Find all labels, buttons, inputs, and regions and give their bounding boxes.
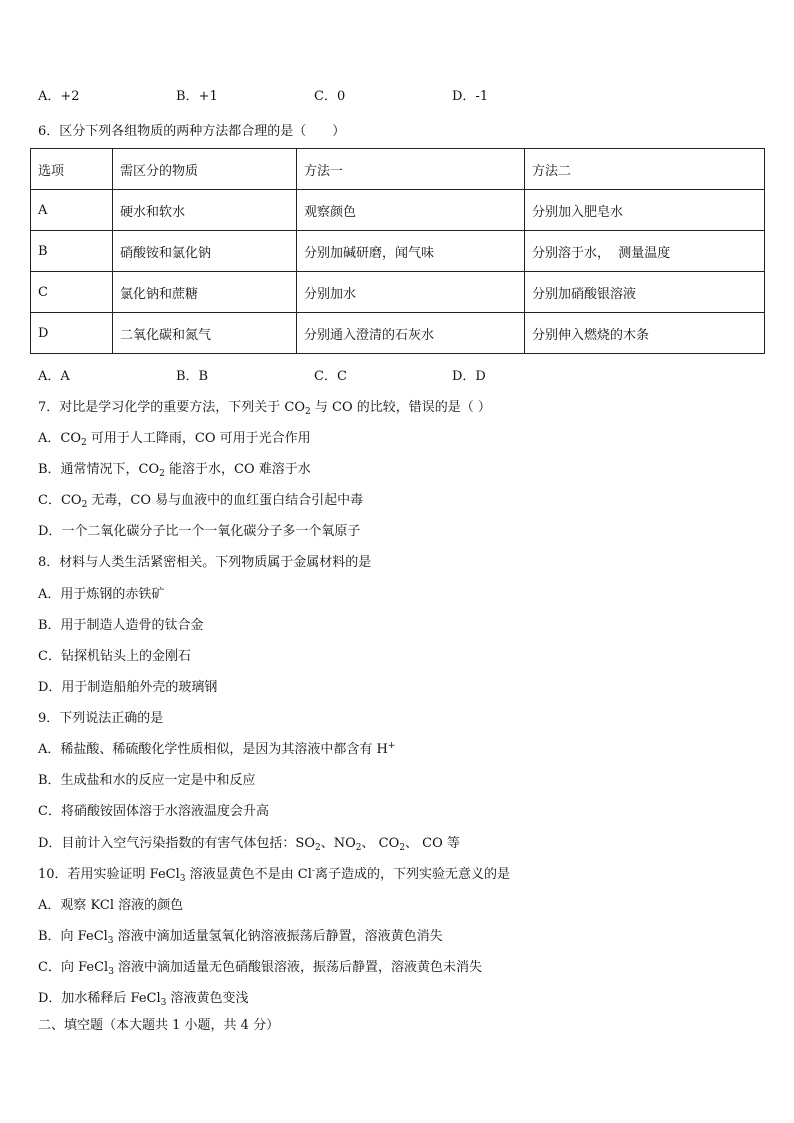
option-text: A．稀盐酸、稀硫酸化学性质相似，是因为其溶液中都含有 H xyxy=(38,742,388,757)
q7-option-c xyxy=(38,493,363,509)
q7-stem-text: 与 CO 的比较，错误的是（ ） xyxy=(310,400,491,415)
q7-stem-text: 7．对比是学习化学的重要方法，下列关于 CO xyxy=(38,400,306,415)
table-cell: 分别溶于水， 测量温度 xyxy=(525,231,765,272)
table-cell: 分别伸入燃烧的木条 xyxy=(525,313,765,354)
option-text: 溶液中滴加适量氢氧化钠溶液振荡后静置，溶液黄色消失 xyxy=(113,929,443,944)
subscript: 2 xyxy=(81,438,87,448)
header-cell: 选项 xyxy=(31,149,113,190)
table-cell: 分别加水 xyxy=(297,272,525,313)
table-cell: 分别通入澄清的石灰水 xyxy=(297,313,525,354)
subscript: 3 xyxy=(160,998,167,1008)
q10-option-d xyxy=(38,991,249,1007)
superscript: - xyxy=(311,866,315,876)
option-text: C．向 FeCl xyxy=(38,960,109,975)
q5-option-b: B．+1 xyxy=(176,89,218,104)
subscript: 2 xyxy=(305,407,311,417)
q10-stem-text: 溶液显黄色不是由 Cl xyxy=(185,867,312,882)
table-cell: 二氧化碳和氮气 xyxy=(113,313,297,354)
q7-stem xyxy=(38,400,491,416)
q10-option-a: A．观察 KCl 溶液的颜色 xyxy=(38,898,184,913)
q5-option-a: A．+2 xyxy=(38,89,80,104)
q8-stem: 8．材料与人类生活紧密相关。下列物质属于金属材料的是 xyxy=(38,555,372,570)
option-text: A．CO xyxy=(38,431,81,446)
q6-option-d: D．D xyxy=(452,369,486,384)
option-text: B．向 FeCl xyxy=(38,929,108,944)
q8-option-b: B．用于制造人造骨的钛合金 xyxy=(38,618,204,633)
subscript: 2 xyxy=(399,843,405,853)
table-row xyxy=(31,190,765,231)
option-text: 无毒，CO 易与血液中的血红蛋白结合引起中毒 xyxy=(87,493,364,508)
q8-option-a: A．用于炼钢的赤铁矿 xyxy=(38,587,165,602)
table-cell: 观察颜色 xyxy=(297,190,525,231)
q8-option-d: D．用于制造船舶外壳的玻璃钢 xyxy=(38,680,218,695)
q10-stem xyxy=(38,867,510,883)
q9-stem: 9．下列说法正确的是 xyxy=(38,711,164,726)
section-heading: 二、填空题（本大题共 1 小题，共 4 分） xyxy=(38,1018,280,1033)
q10-option-b xyxy=(38,929,443,945)
subscript: 3 xyxy=(108,967,114,977)
table-row xyxy=(31,231,765,272)
subscript: 2 xyxy=(81,500,88,510)
q8-option-c: C．钻探机钻头上的金刚石 xyxy=(38,649,191,664)
option-text: D．目前计入空气污染指数的有害气体包括：SO xyxy=(38,836,315,851)
q9-option-b: B．生成盐和水的反应一定是中和反应 xyxy=(38,773,256,788)
q10-stem-text: 离子造成的，下列实验无意义的是 xyxy=(314,867,510,882)
table-cell: A xyxy=(31,190,113,231)
q6-option-b: B．B xyxy=(176,369,209,384)
q10-option-c xyxy=(38,960,482,976)
q7-option-a xyxy=(38,431,311,447)
subscript: 3 xyxy=(107,936,114,946)
option-text: 溶液中滴加适量无色硝酸银溶液，振荡后静置，溶液黄色未消失 xyxy=(113,960,483,975)
table-cell: 氯化钠和蔗糖 xyxy=(113,272,297,313)
option-text: 能溶于水，CO 难溶于水 xyxy=(164,462,311,477)
q6-option-a: A．A xyxy=(38,369,70,384)
table-cell: 硬水和软水 xyxy=(113,190,297,231)
q9-option-c: C．将硝酸铵固体溶于水溶液温度会升高 xyxy=(38,804,269,819)
q6-option-c: C．C xyxy=(314,369,347,384)
table-cell: 分别加入肥皂水 xyxy=(525,190,765,231)
q6-stem: 6．区分下列各组物质的两种方法都合理的是（ ） xyxy=(38,124,346,139)
header-cell: 方法一 xyxy=(297,149,525,190)
q7-option-b xyxy=(38,462,311,478)
table-cell: B xyxy=(31,231,113,272)
table-cell: D xyxy=(31,313,113,354)
option-text: 、 CO xyxy=(361,836,400,851)
subscript: 3 xyxy=(179,874,186,884)
q7-option-d: D．一个二氧化碳分子比一个一氧化碳分子多一个氧原子 xyxy=(38,524,361,539)
option-text: B．通常情况下，CO xyxy=(38,462,160,477)
option-text: C．CO xyxy=(38,493,82,508)
superscript: + xyxy=(387,741,396,751)
q6-table xyxy=(30,148,765,354)
q10-stem-text: 10．若用实验证明 FeCl xyxy=(38,867,180,882)
q5-option-d: D．-1 xyxy=(452,89,489,104)
header-cell: 需区分的物质 xyxy=(113,149,297,190)
table-header-row xyxy=(31,149,765,190)
table-row xyxy=(31,272,765,313)
q9-option-d xyxy=(38,836,460,852)
subscript: 2 xyxy=(355,843,362,853)
q5-option-c: C．0 xyxy=(314,89,346,104)
subscript: 2 xyxy=(159,469,165,479)
table-row xyxy=(31,313,765,354)
subscript: 2 xyxy=(315,843,321,853)
header-cell: 方法二 xyxy=(525,149,765,190)
option-text: 溶液黄色变浅 xyxy=(166,991,249,1006)
q9-option-a xyxy=(38,742,395,758)
table-cell: 硝酸铵和氯化钠 xyxy=(113,231,297,272)
table-cell: C xyxy=(31,272,113,313)
option-text: 、NO xyxy=(320,836,356,851)
option-text: 、 CO 等 xyxy=(405,836,460,851)
q6-options xyxy=(38,369,590,385)
table-cell: 分别加碱研磨，闻气味 xyxy=(297,231,525,272)
option-text: 可用于人工降雨，CO 可用于光合作用 xyxy=(86,431,311,446)
option-text: D．加水稀释后 FeCl xyxy=(38,991,161,1006)
table-cell: 分别加硝酸银溶液 xyxy=(525,272,765,313)
q5-options xyxy=(38,89,590,105)
